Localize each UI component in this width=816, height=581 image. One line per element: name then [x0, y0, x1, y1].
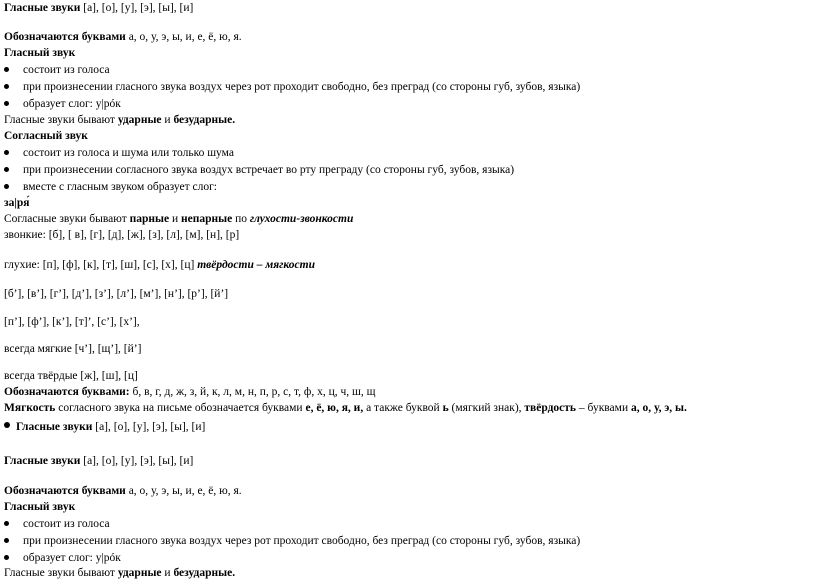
list-item: образует слог: у|рóк: [4, 551, 121, 565]
always-hard-line: всегда твёрдые [ж], [ш], [ц]: [4, 370, 138, 382]
paired-line: Согласные звуки бывают парные и непарные по глухости-звонкости: [4, 213, 354, 225]
always-soft-line: всегда мягкие [ч’], [щ’], [й’]: [4, 343, 142, 355]
soft-row-2: [п’], [ф’], [к’], [т]’, [с’], [х’],: [4, 316, 140, 328]
bullet-icon: [4, 538, 9, 543]
list-item: образует слог: у|рóк: [4, 97, 121, 111]
consonant-letters-line: Обозначаются буквами: б, в, г, д, ж, з, й, к, л, м, н, п, р, с, т, ф, х, ц, ч, ш, щ: [4, 386, 376, 398]
vowels-bullet-heading: Гласные звуки [а], [о], [у], [э], [ы], [и]: [4, 420, 205, 434]
stress-line: Гласные звуки бывают ударные и безударные.: [4, 114, 236, 126]
soft-row-1: [б’], [в’], [г’], [д’], [з’], [л’], [м’], [н’], [р’], [й’]: [4, 288, 229, 300]
consonant-sound-title: Согласный звук: [4, 130, 88, 142]
bullet-icon: [4, 101, 9, 106]
list-item: при произнесении гласного звука воздух через рот проходит свободно, без преград (со стороны губ, зубов, языка): [4, 534, 580, 548]
list-item: при произнесении согласного звука воздух встречает во рту преграду (со стороны губ, зубов, языка): [4, 163, 514, 177]
bullet-icon: [4, 184, 9, 189]
voiceless-line: глухие: [п], [ф], [к], [т], [ш], [с], [х], [ц] твёрдости – мягкости: [4, 259, 316, 271]
vowel-sound-title-repeat: Гласный звук: [4, 501, 76, 513]
list-item: вместе с гласным звуком образует слог:: [4, 180, 217, 194]
vowels-heading: Гласные звуки [а], [о], [у], [э], [ы], [и]: [4, 2, 194, 14]
bullet-icon: [4, 67, 9, 72]
vowels-heading-repeat: Гласные звуки [а], [о], [у], [э], [ы], [и]: [4, 455, 194, 467]
vowel-letters-line: Обозначаются буквами а, о, у, э, ы, и, е, ё, ю, я.: [4, 31, 242, 43]
bullet-icon: [4, 150, 9, 155]
list-item: состоит из голоса и шума или только шума: [4, 146, 234, 160]
list-item: при произнесении гласного звука воздух через рот проходит свободно, без преград (со стороны губ, зубов, языка): [4, 80, 580, 94]
stress-line-repeat: Гласные звуки бывают ударные и безударные.: [4, 567, 236, 579]
voiced-line: звонкие: [б], [ в], [г], [д], [ж], [з], [л], [м], [н], [р]: [4, 229, 240, 241]
bullet-icon: [4, 555, 9, 560]
bullet-icon: [4, 167, 9, 172]
list-item: состоит из голоса: [4, 63, 110, 77]
vowel-sound-title: Гласный звук: [4, 47, 76, 59]
list-item: состоит из голоса: [4, 517, 110, 531]
bullet-icon: [4, 521, 9, 526]
softness-line: Мягкость согласного звука на письме обозначается буквами е, ё, ю, я, и, а также буквой ь (мягкий знак), твёрдость – буквами а, о, у, э, ы.: [4, 402, 687, 414]
syllable-example: за|ря́: [4, 197, 30, 209]
bullet-icon: [4, 422, 10, 428]
bullet-icon: [4, 84, 9, 89]
vowel-letters-line-repeat: Обозначаются буквами а, о, у, э, ы, и, е, ё, ю, я.: [4, 485, 242, 497]
